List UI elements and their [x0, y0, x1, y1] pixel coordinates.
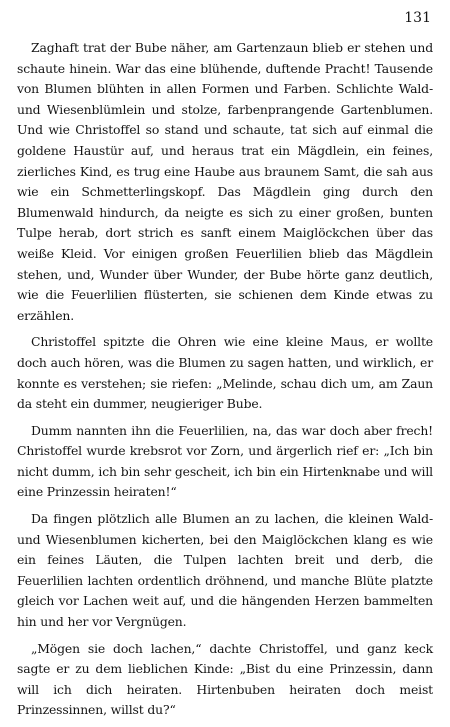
- paragraph-1: Zaghaft trat der Bube näher, am Gartenzaun blieb er stehen und schaute hinein. War das eine blühende, duftende Pracht! Tausende von Blumen blühten in allen Formen und Farben. Schlichte Wald- und Wiesenblümlein und stolze, farbenprangende Gartenblumen. Und wie Christoffel so stand und schaute, tat sich auf einmal die goldene Haustür auf, und heraus trat ein Mägdlein, ein feines, zierliches Kind, es trug eine Haube aus braunem Samt, die sah aus wie ein Schmetterlingskopf. Das Mägdlein ging durch den Blumenwald hindurch, da neigte es sich zu einer großen, bunten Tulpe herab, dort strich es sanft einem Maiglöckchen über das weiße Kleid. Vor einigen großen Feuerlilien blieb das Mägdlein stehen, und, Wunder über Wunder, der Bube hörte ganz deutlich, wie die Feuerlilien flüsterten, sie schienen dem Kinde etwas zu erzählen.: [17, 40, 433, 323]
- page-number: 131: [404, 10, 431, 26]
- paragraph-3: Dumm nannten ihn die Feuerlilien, na, das war doch aber frech! Christoffel wurde krebsrot vor Zorn, und ärgerlich rief er: „Ich bin nicht dumm, ich bin sehr gescheit, ich bin ein Hirtenknabe und will eine Prinzessin heiraten!“: [17, 422, 433, 500]
- paragraph-2: Christoffel spitzte die Ohren wie eine kleine Maus, er wollte doch auch hören, was die Blumen zu sagen hatten, und wirklich, er konnte es verstehen; sie riefen: „Melinde, schau dich um, am Zaun da steht ein dummer, neugieriger Bube.: [17, 334, 433, 412]
- paragraph-5: „Mögen sie doch lachen,“ dachte Christoffel, und ganz keck sagte er zu dem lieblichen Kinde: „Bist du eine Prinzessin, dann will ich dich heiraten. Hirtenbuben heiraten doch meist Prinzessinnen, willst du?“: [17, 640, 433, 718]
- body-text: [17, 38, 433, 727]
- paragraph-4: Da fingen plötzlich alle Blumen an zu lachen, die kleinen Wald- und Wiesenblumen kicherten, bei den Maiglöckchen klang es wie ein feines Läuten, die Tulpen lachten breit und derb, die Feuerlilien lachten ordentlich dröhnend, und manche Blüte platzte gleich vor Lachen weit auf, und die hängenden Herzen bammelten hin und her vor Vergnügen.: [17, 511, 433, 630]
